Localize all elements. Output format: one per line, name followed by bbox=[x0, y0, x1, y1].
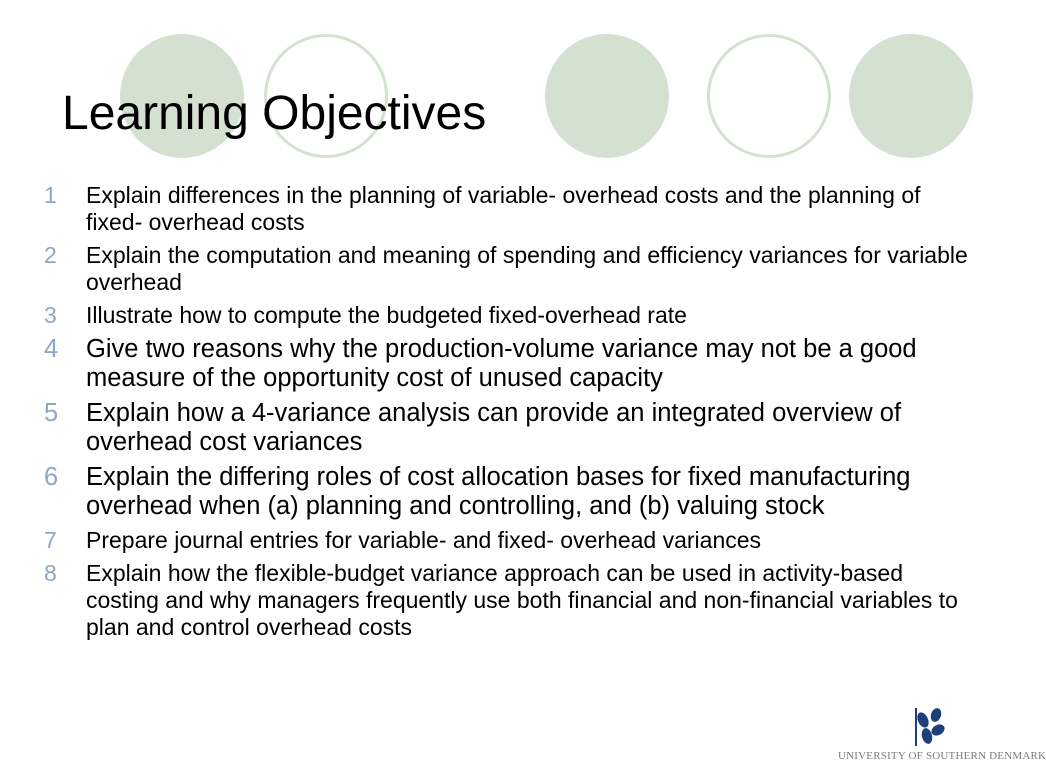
objective-number: 1 bbox=[44, 182, 57, 208]
objective-number: 4 bbox=[44, 335, 59, 363]
objective-text: Explain the differing roles of cost allocation bases for fixed manufacturing overhead when (a) planning and controlling, and (b) valuing stock bbox=[86, 463, 911, 520]
objective-text: Explain how the flexible-budget variance approach can be used in activity-based costing and why managers frequently use both financial and non-financial variables to plan and control overhead costs bbox=[86, 560, 958, 640]
objective-text: Explain how a 4-variance analysis can provide an integrated overview of overhead cost variances bbox=[86, 399, 902, 456]
objective-number: 2 bbox=[44, 242, 57, 268]
objective-number: 6 bbox=[44, 463, 59, 491]
objective-item bbox=[44, 463, 974, 521]
decorative-circle-3 bbox=[545, 34, 669, 158]
objective-item bbox=[44, 242, 974, 296]
objective-item bbox=[44, 302, 974, 329]
objective-text: Explain differences in the planning of variable- overhead costs and the planning of fixed- overhead costs bbox=[86, 182, 921, 235]
objective-text: Explain the computation and meaning of spending and efficiency variances for variable overhead bbox=[86, 242, 968, 295]
objective-item bbox=[44, 182, 974, 236]
objective-number: 3 bbox=[44, 302, 57, 328]
objective-item bbox=[44, 335, 974, 393]
objectives-list bbox=[44, 182, 974, 647]
objective-number: 5 bbox=[44, 399, 59, 427]
decorative-circle-5 bbox=[849, 34, 973, 158]
objective-number: 8 bbox=[44, 560, 57, 586]
university-logo bbox=[838, 706, 1046, 766]
flower-logo-icon bbox=[910, 706, 950, 748]
objective-item bbox=[44, 527, 974, 554]
objective-text: Illustrate how to compute the budgeted fixed-overhead rate bbox=[86, 302, 687, 328]
objective-item bbox=[44, 399, 974, 457]
objective-number: 7 bbox=[44, 527, 57, 553]
university-name: UNIVERSITY OF SOUTHERN DENMARK bbox=[838, 750, 1046, 762]
objective-item bbox=[44, 560, 974, 641]
slide-title: Learning Objectives bbox=[62, 87, 487, 140]
objective-text: Prepare journal entries for variable- and fixed- overhead variances bbox=[86, 527, 762, 553]
objective-text: Give two reasons why the production-volume variance may not be a good measure of the opportunity cost of unused capacity bbox=[86, 335, 917, 392]
decorative-circle-4 bbox=[707, 34, 831, 158]
